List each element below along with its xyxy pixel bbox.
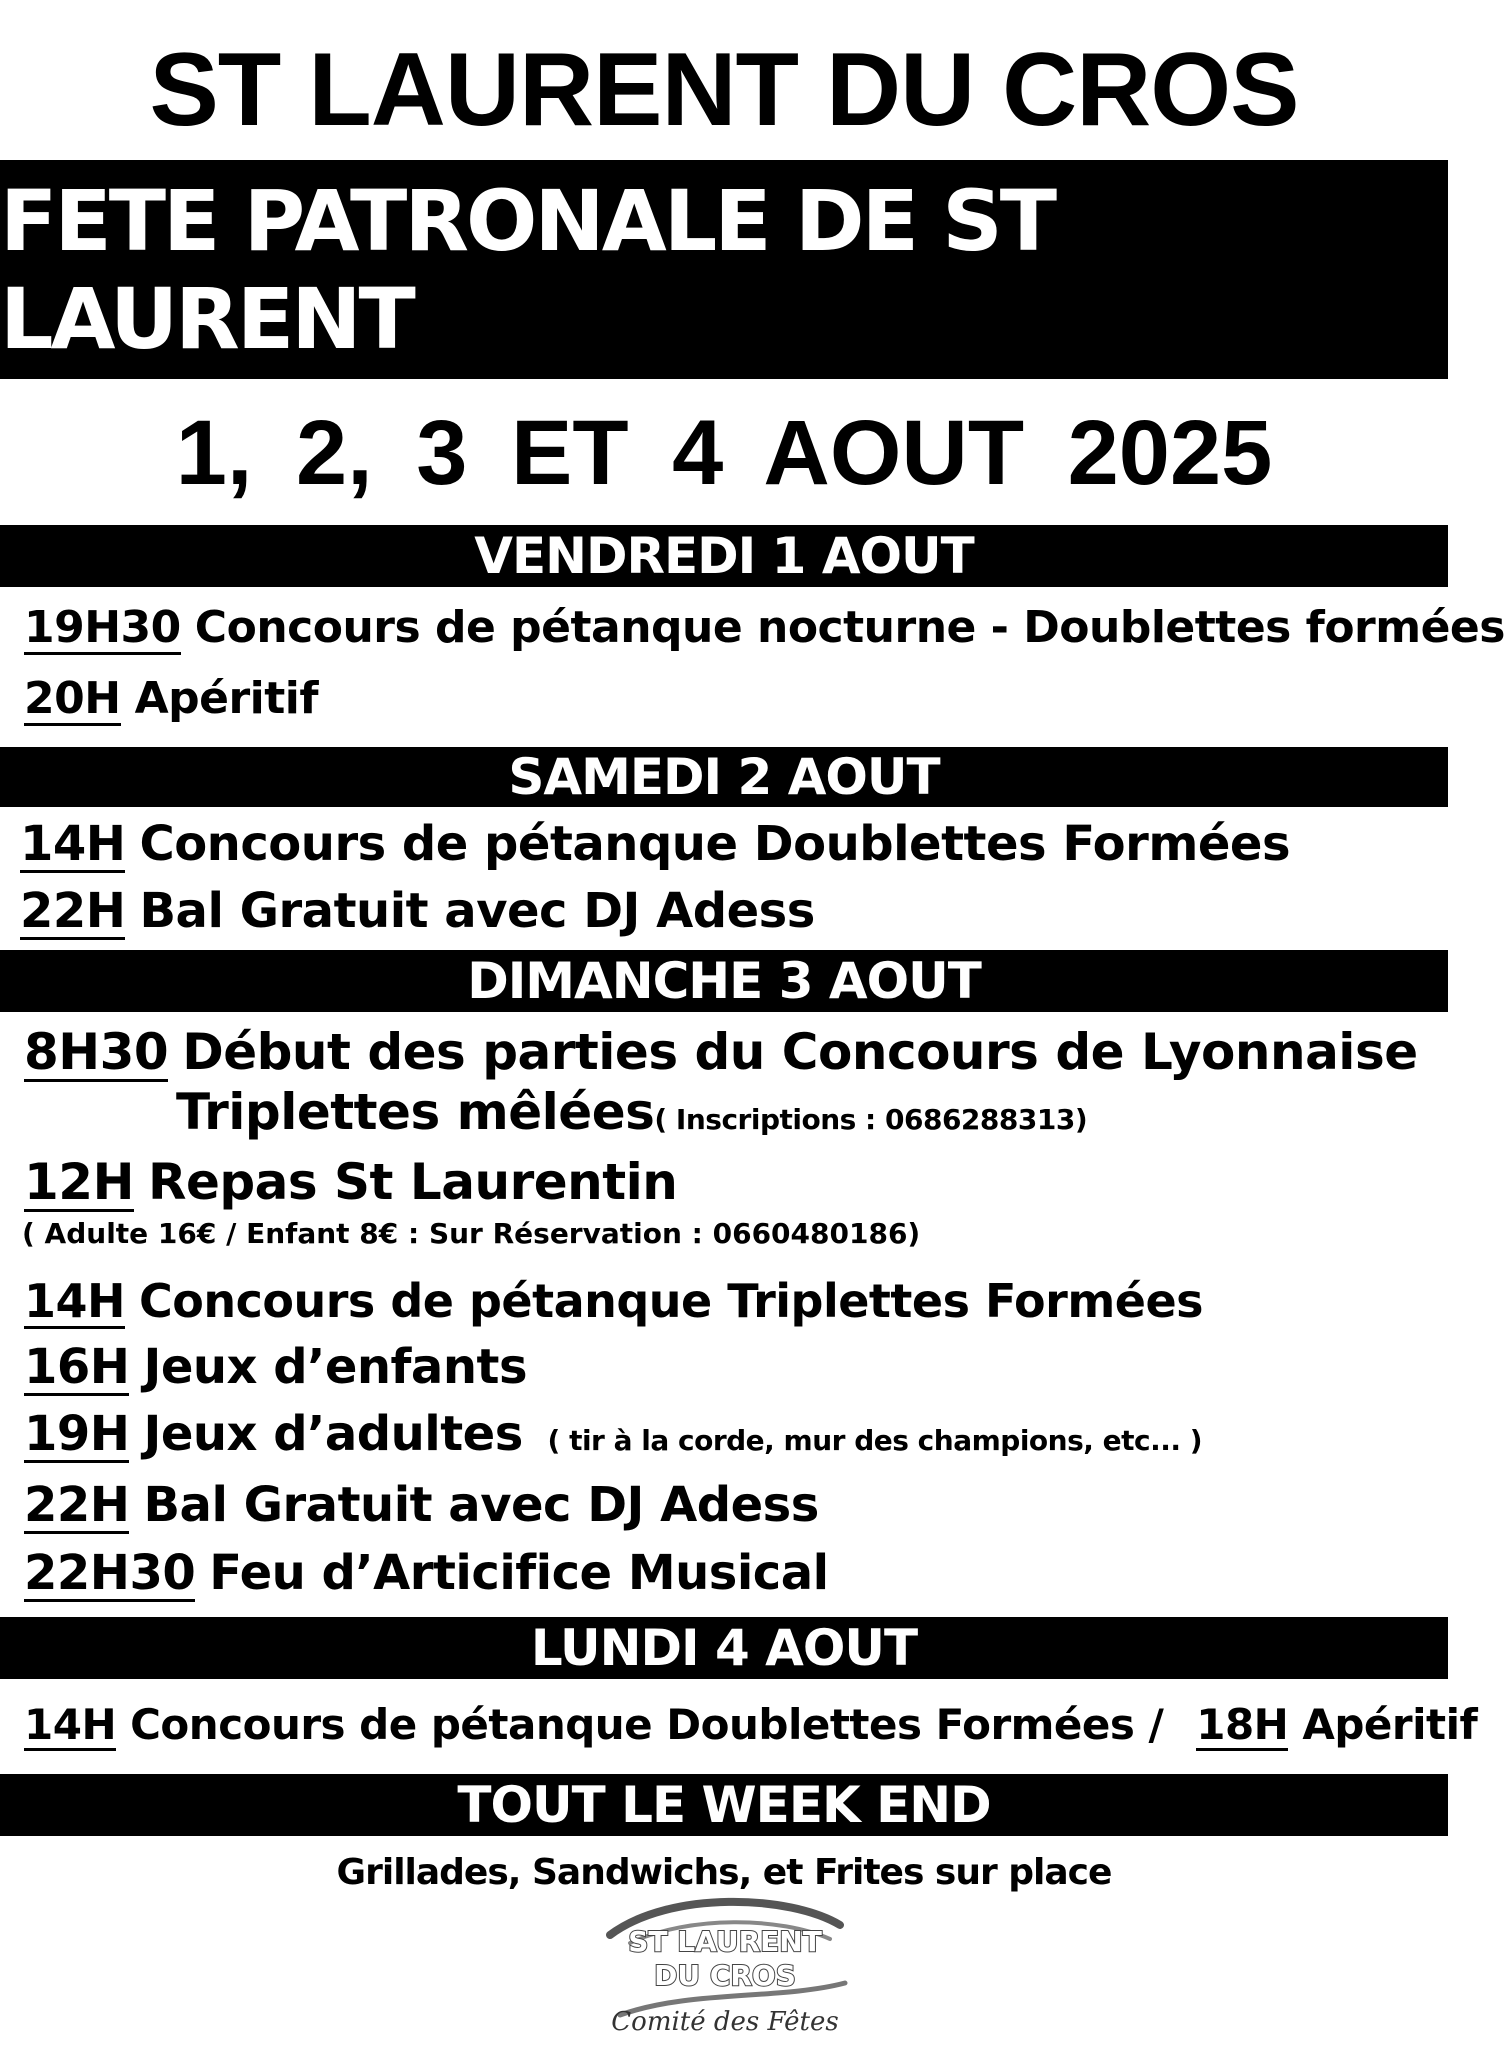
schedule-desc: Jeux d’adultes — [143, 1406, 523, 1462]
schedule-desc: Concours de pétanque Doublettes Formées / — [130, 1700, 1164, 1749]
schedule-item — [24, 1545, 829, 1602]
schedule-desc: Jeux d’enfants — [143, 1339, 528, 1395]
schedule-item — [24, 1274, 1203, 1329]
schedule-time: 14H — [20, 816, 126, 872]
weekend-text: Grillades, Sandwichs, et Frites sur place — [336, 1852, 1112, 1893]
schedule-time: 22H — [24, 1477, 130, 1533]
schedule-note: ( tir à la corde, mur des champions, etc... ) — [547, 1424, 1203, 1457]
schedule-item — [20, 816, 1290, 873]
schedule-item — [24, 1477, 819, 1534]
schedule-note: ( Adulte 16€ / Enfant 8€ : Sur Réservation : 0660480186) — [22, 1217, 921, 1250]
schedule-item — [24, 1700, 1477, 1751]
day-header-monday: LUNDI 4 AOUT — [0, 1617, 1448, 1679]
town-title: ST LAURENT DU CROS — [149, 32, 1299, 148]
schedule-time: 14H — [24, 1700, 117, 1749]
schedule-time: 18H — [1196, 1700, 1289, 1749]
schedule-desc: Apéritif — [1302, 1700, 1478, 1749]
schedule-time: 19H — [24, 1406, 130, 1462]
logo-line2: DU CROS — [654, 1959, 796, 1992]
day-header-friday: VENDREDI 1 AOUT — [0, 525, 1448, 587]
schedule-desc: Bal Gratuit avec DJ Adess — [143, 1477, 819, 1533]
schedule-desc: Concours de pétanque nocturne - Doublettes formées — [194, 602, 1505, 653]
schedule-desc: Feu d’Articifice Musical — [209, 1545, 829, 1601]
schedule-item — [20, 883, 815, 940]
schedule-desc: Apéritif — [134, 673, 318, 724]
schedule-time: 19H30 — [24, 602, 181, 653]
event-title: FETE PATRONALE DE ST LAURENT — [0, 171, 1055, 368]
schedule-time: 8H30 — [24, 1023, 169, 1081]
schedule-item — [24, 602, 1505, 655]
day-header-sunday: DIMANCHE 3 AOUT — [0, 950, 1448, 1012]
schedule-time: 12H — [24, 1153, 134, 1211]
day-header-saturday: SAMEDI 2 AOUT — [0, 747, 1448, 807]
logo-line1: ST LAURENT — [628, 1925, 822, 1958]
schedule-item — [24, 1339, 527, 1396]
schedule-desc: Concours de pétanque Doublettes Formées — [139, 816, 1291, 872]
schedule-item — [24, 673, 318, 726]
schedule-item — [24, 1406, 1202, 1463]
schedule-time: 22H30 — [24, 1545, 196, 1601]
schedule-desc: Concours de pétanque Triplettes Formées — [139, 1274, 1204, 1328]
event-banner — [0, 160, 1448, 379]
schedule-item — [24, 1153, 677, 1212]
schedule-desc: Repas St Laurentin — [147, 1153, 678, 1211]
schedule-time: 16H — [24, 1339, 130, 1395]
schedule-item — [24, 1023, 1418, 1082]
comite-des-fetes-logo — [590, 1895, 860, 2045]
schedule-desc: Début des parties du Concours de Lyonnaise — [182, 1023, 1418, 1081]
schedule-time: 22H — [20, 883, 126, 939]
schedule-item-continuation — [176, 1083, 1087, 1141]
schedule-note: ( Inscriptions : 0686288313) — [654, 1103, 1088, 1136]
schedule-time: 14H — [24, 1274, 126, 1328]
schedule-desc: Bal Gratuit avec DJ Adess — [139, 883, 815, 939]
weekend-header: TOUT LE WEEK END — [0, 1774, 1448, 1836]
schedule-time: 20H — [24, 673, 121, 724]
schedule-desc: Triplettes mêlées — [176, 1083, 655, 1141]
logo-line3: Comité des Fêtes — [611, 2007, 839, 2037]
event-dates: 1, 2, 3 ET 4 AOUT 2025 — [175, 402, 1273, 504]
